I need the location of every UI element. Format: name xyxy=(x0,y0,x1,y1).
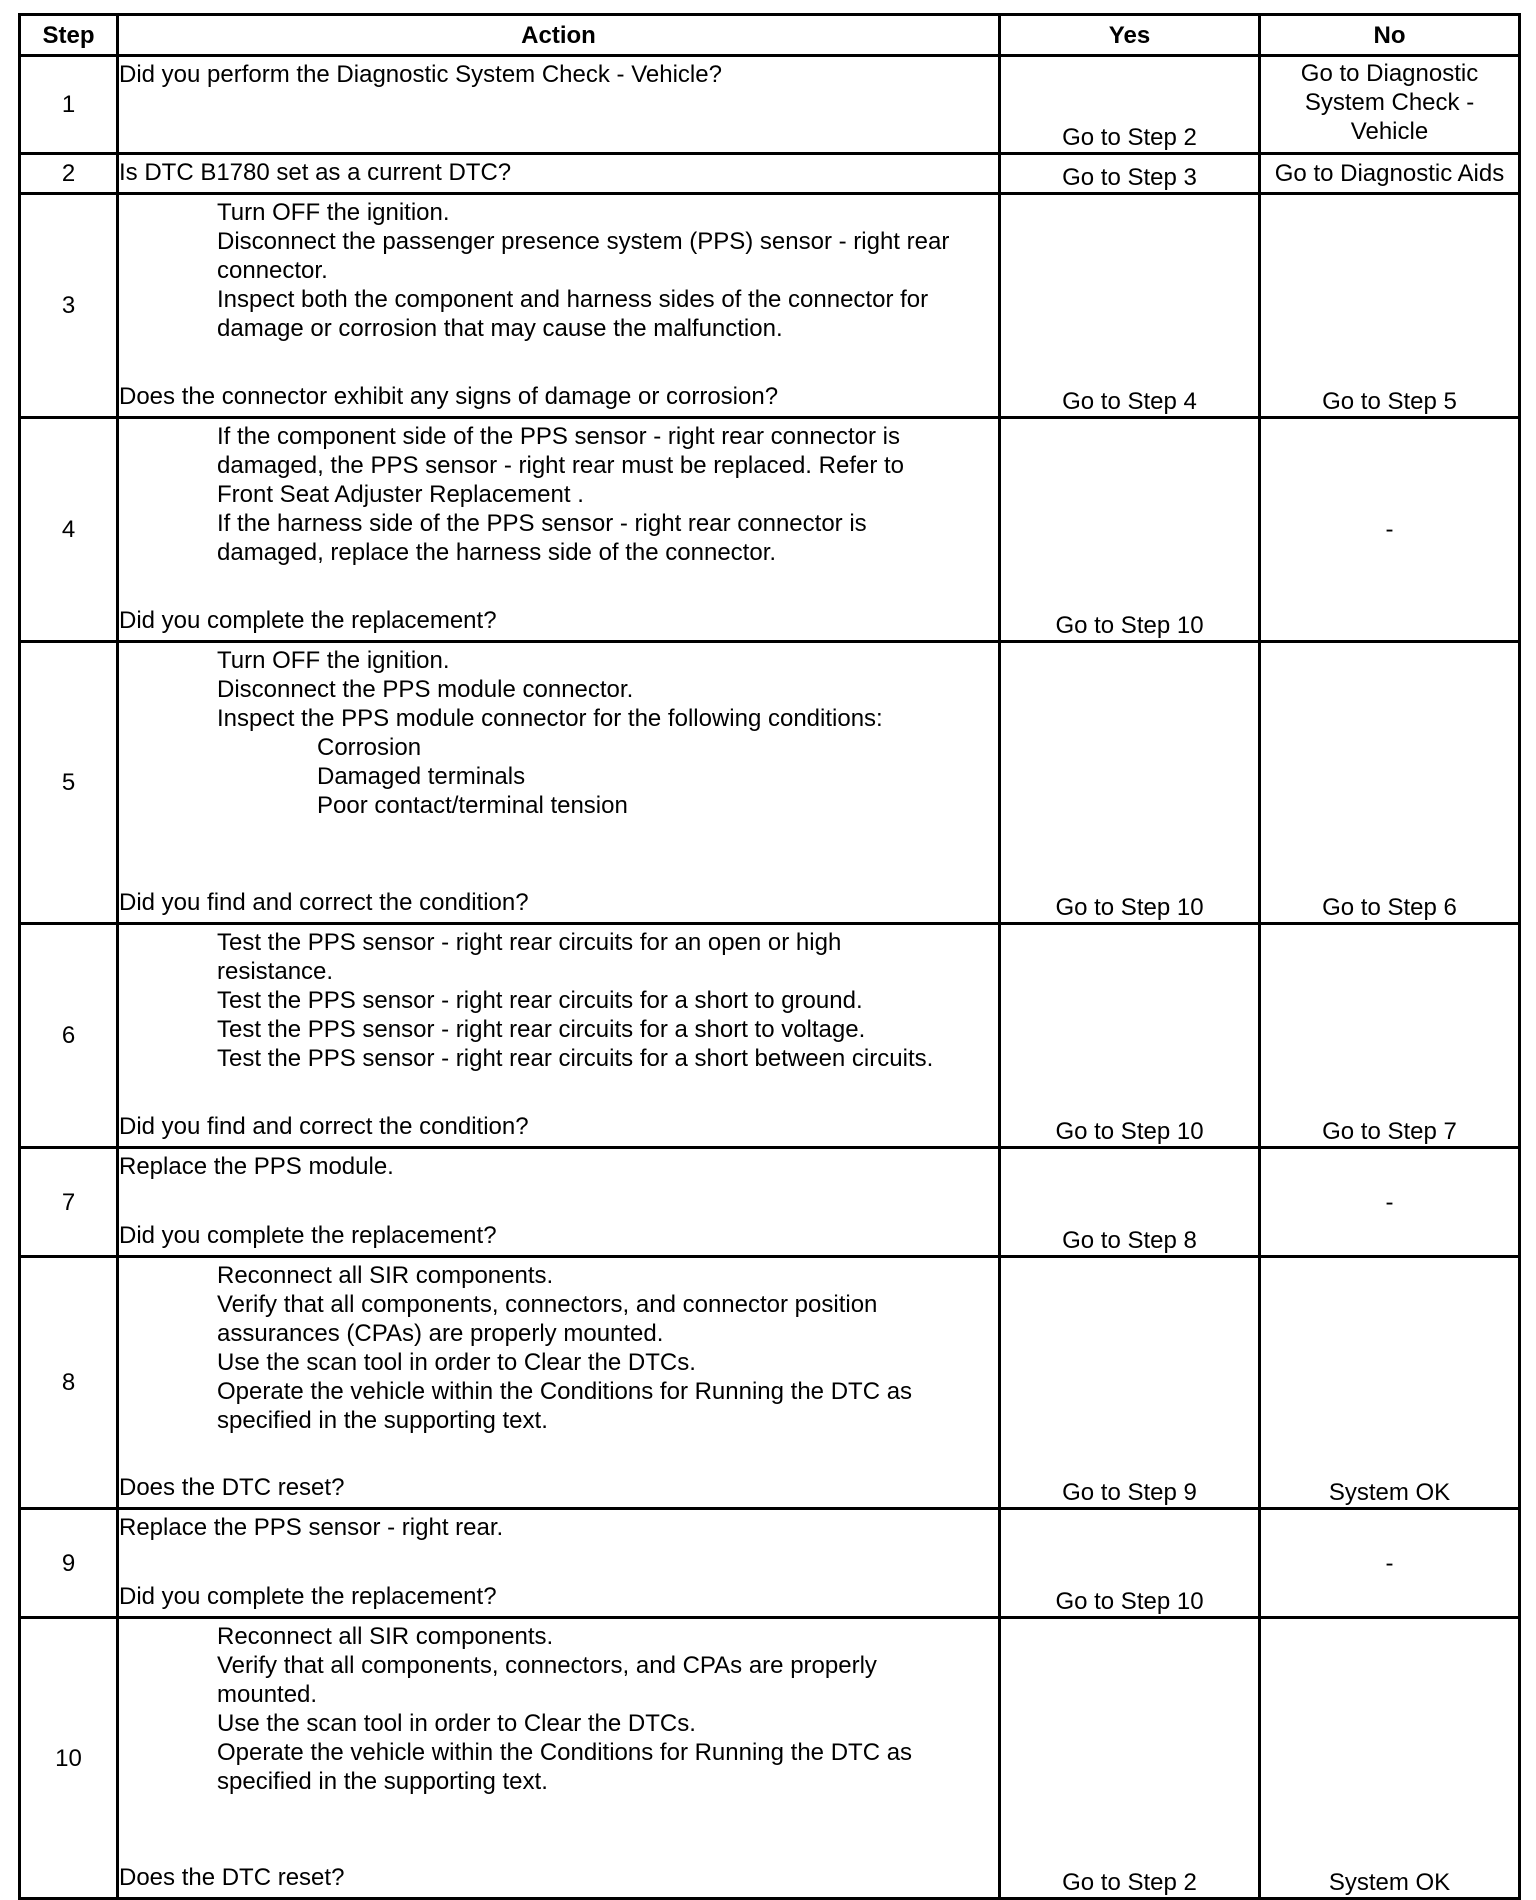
instruction-line: assurances (CPAs) are properly mounted. xyxy=(217,1320,664,1347)
no-result-line: Go to Step 6 xyxy=(1322,894,1457,921)
header-row xyxy=(20,15,1520,56)
action-cell xyxy=(118,924,1000,1148)
action-instructions xyxy=(119,1261,998,1435)
instruction-line: Test the PPS sensor - right rear circuits for a short to ground. xyxy=(217,987,863,1014)
yes-result: Go to Step 10 xyxy=(1000,642,1260,924)
yes-result: Go to Step 10 xyxy=(1000,418,1260,642)
no-result-line: System OK xyxy=(1328,1479,1451,1506)
table-row xyxy=(20,56,1520,154)
step-number: 1 xyxy=(20,56,118,154)
no-result-line: Go to Step 5 xyxy=(1322,388,1457,415)
instruction-line: Turn OFF the ignition. xyxy=(217,647,450,674)
instruction-line: Test the PPS sensor - right rear circuits for a short between circuits. xyxy=(217,1045,934,1072)
no-result-line: - xyxy=(1385,516,1394,543)
no-result xyxy=(1260,1257,1520,1509)
table-row xyxy=(20,154,1520,194)
step-number: 2 xyxy=(20,154,118,194)
header-step: Step xyxy=(20,15,118,56)
table-row xyxy=(20,1618,1520,1899)
action-cell xyxy=(118,1509,1000,1618)
no-result-line: Go to Step 7 xyxy=(1322,1118,1457,1145)
step-number: 6 xyxy=(20,924,118,1148)
instruction-line: damage or corrosion that may cause the malfunction. xyxy=(217,315,783,342)
table-row xyxy=(20,642,1520,924)
instruction-line: mounted. xyxy=(217,1681,318,1708)
action-cell xyxy=(118,194,1000,418)
instruction-line: Inspect the PPS module connector for the following conditions: xyxy=(217,705,883,732)
instruction-line: Disconnect the PPS module connector. xyxy=(217,676,634,703)
step-number: 8 xyxy=(20,1257,118,1509)
no-result xyxy=(1260,154,1520,194)
step-number: 7 xyxy=(20,1148,118,1257)
table-row xyxy=(20,1257,1520,1509)
no-result-line: Go to Diagnostic Aids xyxy=(1274,160,1505,187)
instruction-line: damaged, replace the harness side of the connector. xyxy=(217,539,777,566)
instruction-line: Verify that all components, connectors, and CPAs are properly xyxy=(217,1652,877,1679)
no-result xyxy=(1260,1509,1520,1618)
instruction-line: Reconnect all SIR components. xyxy=(217,1623,554,1650)
instruction-line: specified in the supporting text. xyxy=(217,1768,548,1795)
instruction-line: Test the PPS sensor - right rear circuits for a short to voltage. xyxy=(217,1016,866,1043)
instruction-line: Disconnect the passenger presence system (PPS) sensor - right rear xyxy=(217,228,950,255)
action-question: Did you find and correct the condition? xyxy=(119,1113,529,1140)
instruction-line: Use the scan tool in order to Clear the DTCs. xyxy=(217,1349,696,1376)
action-question: Did you complete the replacement? xyxy=(119,607,497,634)
action-cell xyxy=(118,1618,1000,1899)
condition-item: Corrosion xyxy=(317,734,422,761)
diagnostic-table xyxy=(18,13,1521,1900)
condition-item: Poor contact/terminal tension xyxy=(317,792,628,819)
instruction-line: If the harness side of the PPS sensor - right rear connector is xyxy=(217,510,867,537)
table-row xyxy=(20,194,1520,418)
no-result xyxy=(1260,642,1520,924)
instruction-line: Verify that all components, connectors, and connector position xyxy=(217,1291,878,1318)
step-number: 5 xyxy=(20,642,118,924)
action-question: Does the DTC reset? xyxy=(119,1864,345,1891)
instruction-line: Reconnect all SIR components. xyxy=(217,1262,554,1289)
action-cell xyxy=(118,1148,1000,1257)
action-instructions xyxy=(119,928,998,1073)
yes-result: Go to Step 9 xyxy=(1000,1257,1260,1509)
no-result-line: System Check - xyxy=(1304,89,1475,116)
table-row xyxy=(20,924,1520,1148)
instruction-line: Front Seat Adjuster Replacement . xyxy=(217,481,584,508)
yes-result: Go to Step 8 xyxy=(1000,1148,1260,1257)
action-instructions xyxy=(119,646,998,733)
action-cell xyxy=(118,642,1000,924)
no-result xyxy=(1260,924,1520,1148)
action-question: Did you complete the replacement? xyxy=(119,1222,497,1249)
table-row xyxy=(20,418,1520,642)
instruction-line: Use the scan tool in order to Clear the DTCs. xyxy=(217,1710,696,1737)
action-instructions xyxy=(119,422,998,567)
no-result-line: Vehicle xyxy=(1350,118,1429,145)
action-cell xyxy=(118,1257,1000,1509)
action-text: Did you perform the Diagnostic System Check - Vehicle? xyxy=(119,61,722,88)
condition-item: Damaged terminals xyxy=(317,763,526,790)
step-number: 3 xyxy=(20,194,118,418)
instruction-line: Inspect both the component and harness sides of the connector for xyxy=(217,286,929,313)
condition-list xyxy=(217,733,998,820)
action-text: Replace the PPS module. xyxy=(119,1153,394,1180)
header-action: Action xyxy=(118,15,1000,56)
yes-result: Go to Step 2 xyxy=(1000,1618,1260,1899)
yes-result: Go to Step 10 xyxy=(1000,1509,1260,1618)
instruction-line: Operate the vehicle within the Conditions for Running the DTC as xyxy=(217,1739,913,1766)
action-cell xyxy=(118,56,1000,154)
header-yes: Yes xyxy=(1000,15,1260,56)
instruction-line: resistance. xyxy=(217,958,334,985)
step-number: 10 xyxy=(20,1618,118,1899)
instruction-line: connector. xyxy=(217,257,328,284)
header-no: No xyxy=(1260,15,1520,56)
no-result xyxy=(1260,418,1520,642)
step-number: 9 xyxy=(20,1509,118,1618)
action-text: Is DTC B1780 set as a current DTC? xyxy=(119,159,512,186)
no-result-line: - xyxy=(1385,1188,1394,1216)
action-question: Did you find and correct the condition? xyxy=(119,889,529,916)
instruction-line: specified in the supporting text. xyxy=(217,1407,548,1434)
instruction-line: Operate the vehicle within the Conditions for Running the DTC as xyxy=(217,1378,913,1405)
yes-result: Go to Step 2 xyxy=(1000,56,1260,154)
no-result xyxy=(1260,194,1520,418)
table-body xyxy=(20,56,1520,1899)
yes-result: Go to Step 4 xyxy=(1000,194,1260,418)
no-result-line: - xyxy=(1385,1549,1394,1577)
instruction-line: If the component side of the PPS sensor - right rear connector is xyxy=(217,423,901,450)
no-result xyxy=(1260,1148,1520,1257)
step-number: 4 xyxy=(20,418,118,642)
action-text: Replace the PPS sensor - right rear. xyxy=(119,1514,504,1541)
no-result-line: Go to Diagnostic xyxy=(1300,60,1479,87)
instruction-line: Test the PPS sensor - right rear circuits for an open or high xyxy=(217,929,842,956)
action-question: Does the connector exhibit any signs of damage or corrosion? xyxy=(119,383,779,410)
no-result xyxy=(1260,56,1520,154)
instruction-line: Turn OFF the ignition. xyxy=(217,199,450,226)
action-instructions xyxy=(119,198,998,343)
no-result-line: System OK xyxy=(1328,1869,1451,1896)
table-row xyxy=(20,1148,1520,1257)
yes-result: Go to Step 10 xyxy=(1000,924,1260,1148)
instruction-line: damaged, the PPS sensor - right rear must be replaced. Refer to xyxy=(217,452,905,479)
action-question: Does the DTC reset? xyxy=(119,1474,345,1501)
action-question: Did you complete the replacement? xyxy=(119,1583,497,1610)
table-row xyxy=(20,1509,1520,1618)
action-cell xyxy=(118,418,1000,642)
action-instructions xyxy=(119,1622,998,1796)
no-result xyxy=(1260,1618,1520,1899)
action-cell xyxy=(118,154,1000,194)
yes-result: Go to Step 3 xyxy=(1000,154,1260,194)
